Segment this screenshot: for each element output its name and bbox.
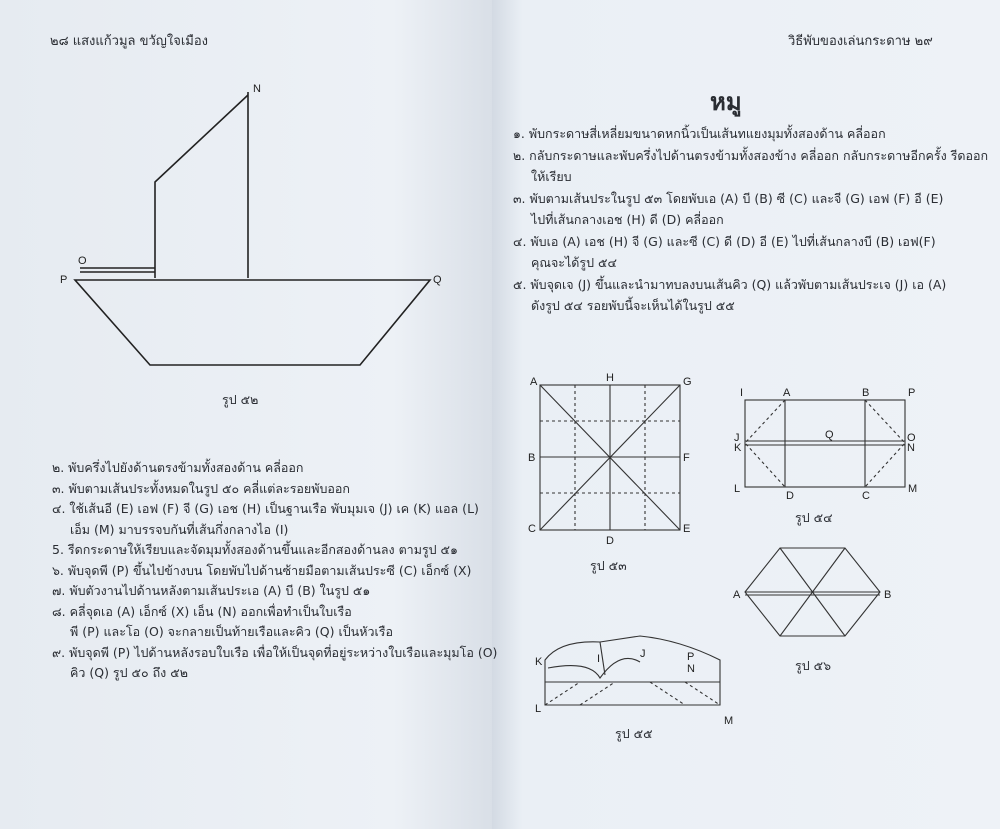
figure-label: E [683, 523, 691, 535]
figure-label: F [683, 452, 690, 464]
left-page-header: ๒๘ แสงแก้วมูล ขวัญใจเมือง [50, 34, 209, 49]
step: ดังรูป ๕๔ รอยพับนี้จะเห็นได้ในรูป ๕๕ [531, 298, 735, 313]
step: ๖. พับจุดพี (P) ขึ้นไปข้างบน โดยพับไปด้านซ้ายมือตามเส้นประซี (C) เอ็กซ์ (X) [52, 562, 472, 578]
step: 5. รีดกระดาษให้เรียบและจัดมุมทั้งสองด้านขึ้นและอีกสองด้านลง ตามรูป ๕๑ [52, 542, 458, 557]
fig55-caption: รูป ๕๕ [615, 726, 653, 741]
step: ไปที่เส้นกลางเอช (H) ดี (D) คลี่ออก [531, 212, 724, 227]
right-page-header: วิธีพับของเล่นกระดาษ ๒๙ [788, 34, 933, 49]
figure-label: B [528, 452, 536, 464]
figure-label: L [734, 483, 741, 495]
figure-label: K [535, 656, 543, 668]
step: ๘. คลี่จุดเอ (A) เอ็กซ์ (X) เอ็น (N) ออกเพื่อทำเป็นใบเรือ [52, 603, 352, 619]
figure-label: J [734, 432, 740, 444]
figure-label: P [687, 651, 695, 663]
figure-label: K [734, 442, 742, 454]
step: คุณจะได้รูป ๕๔ [531, 255, 617, 270]
fig53-diagram [540, 385, 680, 530]
figure-label: I [740, 387, 744, 399]
figure-label: I [597, 653, 601, 665]
step: ๗. พับตัวงานไปด้านหลังตามเส้นประเอ (A) บี (B) ในรูป ๕๑ [52, 583, 371, 598]
figure-label: B [862, 387, 870, 399]
figure-label: M [908, 483, 918, 495]
left-steps [52, 458, 497, 684]
figure-label: H [606, 372, 614, 384]
figure-label: M [724, 715, 734, 727]
label-Q: Q [433, 274, 442, 286]
label-O: O [78, 255, 87, 267]
figure-label: P [908, 387, 916, 399]
figure-label: L [535, 703, 542, 715]
figure-label: J [640, 648, 646, 660]
step: ๕. พับจุดเจ (J) ขึ้นและนำมาทบลงบนเส้นคิว (Q) แล้วพับตามเส้นประเจ (J) เอ (A) [513, 276, 947, 292]
step: พี (P) และโอ (O) จะกลายเป็นท้ายเรือและคิว (Q) เป็นหัวเรือ [70, 624, 393, 639]
figure-label: A [530, 376, 538, 388]
figure-label: A [783, 387, 791, 399]
figure-label: C [528, 523, 536, 535]
step: คิว (Q) รูป ๕๐ ถึง ๕๒ [70, 665, 188, 680]
boat-figure [75, 92, 430, 365]
section-title: หมู [710, 88, 742, 116]
right-steps [513, 123, 988, 317]
figure-label: O [907, 432, 916, 444]
fig56-diagram [745, 548, 880, 636]
fig52-caption: รูป ๕๒ [222, 392, 259, 407]
fig54-caption: รูป ๕๔ [795, 510, 833, 525]
figure-label: D [786, 490, 794, 502]
label-P: P [60, 274, 68, 286]
step: ๑. พับกระดาษสี่เหลี่ยมขนาดหกนิ้วเป็นเส้นทแยงมุมทั้งสองด้าน คลี่ออก [513, 126, 886, 141]
step: ๒. พับครึ่งไปยังด้านตรงข้ามทั้งสองด้าน คลี่ออก [52, 460, 304, 475]
fig53-caption: รูป ๕๓ [590, 558, 627, 573]
step: ๔. ใช้เส้นอี (E) เอฟ (F) จี (G) เอช (H) เป็นฐานเรือ พับมุมเจ (J) เค (K) แอล (L) [52, 501, 479, 516]
figure-label: C [862, 490, 870, 502]
figure-label: B [884, 589, 892, 601]
figure-label: N [907, 442, 915, 454]
figure-label: D [606, 535, 614, 547]
fig54-diagram [745, 400, 905, 487]
step: ๓. พับตามเส้นประทั้งหมดในรูป ๕๐ คลี่แต่ละรอยพับออก [52, 480, 350, 496]
figure-label: Q [825, 429, 834, 441]
step: ๒. กลับกระดาษและพับครึ่งไปด้านตรงข้ามทั้งสองข้าง คลี่ออก กลับกระดาษอีกครั้ง รีดออก [513, 147, 989, 163]
figure-label: N [687, 663, 695, 675]
step: เอ็ม (M) มาบรรจบกันที่เส้นกึ่งกลางไอ (I) [70, 521, 289, 537]
fig56-caption: รูป ๕๖ [795, 658, 832, 673]
step: ๔. พับเอ (A) เอช (H) จี (G) และซี (C) ดี (D) อี (E) ไปที่เส้นกลางบี (B) เอฟ(F) [513, 233, 936, 249]
figure-label: A [733, 589, 741, 601]
label-N: N [253, 83, 261, 95]
step: ๓. พับตามเส้นประในรูป ๕๓ โดยพับเอ (A) บี (B) ซี (C) และจี (G) เอฟ (F) อี (E) [513, 190, 944, 206]
figure-label: G [683, 376, 692, 388]
step: ให้เรียบ [531, 169, 572, 184]
step: ๙. พับจุดพี (P) ไปด้านหลังรอบใบเรือ เพื่อให้เป็นจุดที่อยู่ระหว่างใบเรือและมุมโอ (O) [52, 644, 498, 660]
